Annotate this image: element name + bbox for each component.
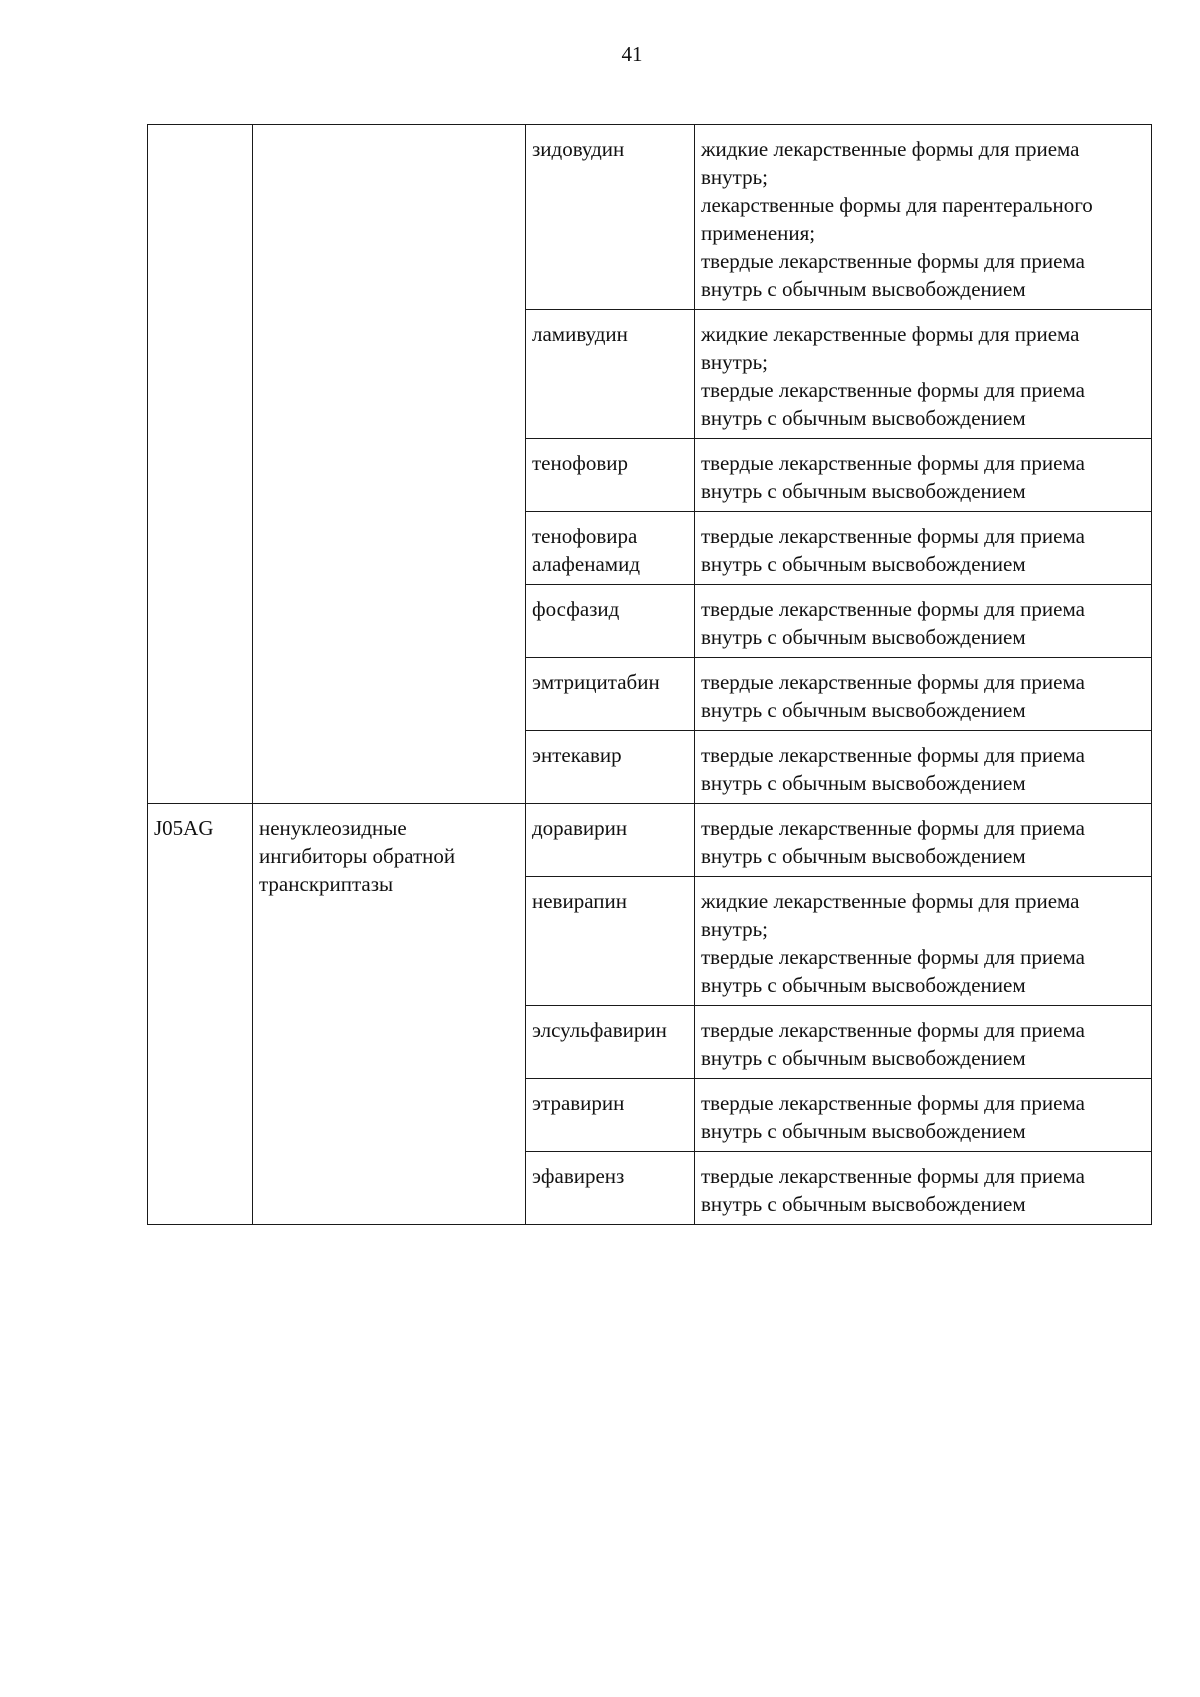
drug-name-cell: тенофовир — [526, 439, 695, 512]
dosage-form-line: твердые лекарственные формы для приема внутрь с обычным высвобождением — [701, 670, 1085, 722]
drug-table — [147, 124, 1152, 1225]
dosage-forms-cell — [695, 804, 1152, 877]
dosage-form-line: твердые лекарственные формы для приема внутрь с обычным высвобождением — [701, 743, 1085, 795]
atc-code-cell — [148, 125, 253, 804]
dosage-forms-cell — [695, 585, 1152, 658]
dosage-form-line: твердые лекарственные формы для приема внутрь с обычным высвобождением — [701, 1018, 1085, 1070]
drug-name-cell: невирапин — [526, 877, 695, 1006]
atc-code-cell: J05AG — [148, 804, 253, 1225]
dosage-form-line: жидкие лекарственные формы для приема внутрь; — [701, 889, 1080, 941]
drug-name-cell: эмтрицитабин — [526, 658, 695, 731]
dosage-forms-cell — [695, 731, 1152, 804]
drug-name-cell: энтекавир — [526, 731, 695, 804]
drug-name-cell: зидовудин — [526, 125, 695, 310]
dosage-forms-cell — [695, 512, 1152, 585]
dosage-form-line: твердые лекарственные формы для приема внутрь с обычным высвобождением — [701, 597, 1085, 649]
page-number: 41 — [621, 42, 643, 66]
group-name-cell — [253, 125, 526, 804]
dosage-form-line: твердые лекарственные формы для приема внутрь с обычным высвобождением — [701, 1164, 1085, 1216]
drug-name-cell: элсульфавирин — [526, 1006, 695, 1079]
dosage-form-line: жидкие лекарственные формы для приема внутрь; — [701, 322, 1080, 374]
dosage-form-line: твердые лекарственные формы для приема внутрь с обычным высвобождением — [701, 249, 1085, 301]
table-row — [148, 125, 1152, 310]
table-row — [148, 804, 1152, 877]
dosage-form-line: твердые лекарственные формы для приема внутрь с обычным высвобождением — [701, 1091, 1085, 1143]
drug-name-cell: фосфазид — [526, 585, 695, 658]
dosage-forms-cell — [695, 1006, 1152, 1079]
dosage-form-line: твердые лекарственные формы для приема внутрь с обычным высвобождением — [701, 524, 1085, 576]
dosage-forms-cell — [695, 439, 1152, 512]
drug-name-cell: доравирин — [526, 804, 695, 877]
dosage-form-line: жидкие лекарственные формы для приема внутрь; — [701, 137, 1080, 189]
dosage-forms-cell — [695, 1152, 1152, 1225]
drug-name-cell: эфавиренз — [526, 1152, 695, 1225]
drug-name-cell: ламивудин — [526, 310, 695, 439]
drug-name-cell: этравирин — [526, 1079, 695, 1152]
dosage-forms-cell — [695, 1079, 1152, 1152]
dosage-forms-cell — [695, 125, 1152, 310]
dosage-form-line: твердые лекарственные формы для приема внутрь с обычным высвобождением — [701, 451, 1085, 503]
dosage-form-line: твердые лекарственные формы для приема внутрь с обычным высвобождением — [701, 816, 1085, 868]
dosage-forms-cell — [695, 310, 1152, 439]
dosage-forms-cell — [695, 877, 1152, 1006]
dosage-forms-cell — [695, 658, 1152, 731]
dosage-form-line: лекарственные формы для парентерального применения; — [701, 193, 1093, 245]
drug-name-cell: тенофовира алафенамид — [526, 512, 695, 585]
group-name-cell: ненуклеозидные ингибиторы обратной транскриптазы — [253, 804, 526, 1225]
dosage-form-line: твердые лекарственные формы для приема внутрь с обычным высвобождением — [701, 378, 1085, 430]
dosage-form-line: твердые лекарственные формы для приема внутрь с обычным высвобождением — [701, 945, 1085, 997]
